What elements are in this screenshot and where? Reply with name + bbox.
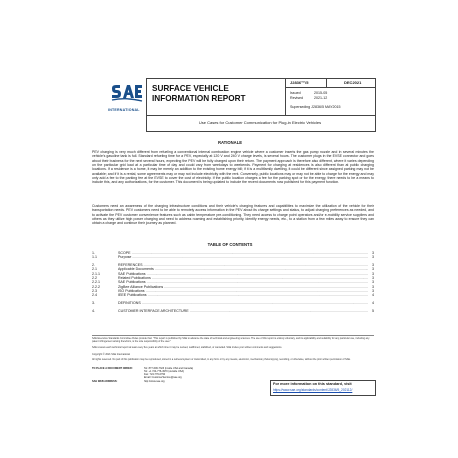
- table-of-contents: [92, 251, 374, 313]
- footer-copyright: Copyright © 2021 SAE International: [92, 353, 130, 356]
- toc-title: Purpose .....: [118, 255, 368, 259]
- toc-page: 3: [372, 284, 374, 289]
- toc-number: 2.3: [92, 288, 97, 293]
- superseding-note: Superseding J2836/5 MAY2015: [290, 105, 341, 109]
- tel-intl: Tel: +1 724-776-4970 (outside USA): [144, 370, 184, 374]
- revised-value: 2021-12: [314, 95, 328, 100]
- sae-logo-icon: [110, 84, 144, 108]
- toc-number: 3.: [92, 300, 95, 305]
- more-info-text: For more information on this standard, visit: [273, 382, 352, 386]
- toc-title: DEFINITIONS .....: [118, 301, 368, 305]
- toc-entry[interactable]: [92, 309, 374, 313]
- more-info-link[interactable]: https://www.sae.org/standards/content/J2836/5_202112/: [273, 388, 353, 392]
- toc-number: 1.: [92, 251, 95, 255]
- toc-number: 2.2.1: [92, 280, 100, 285]
- issued-label: Issued: [290, 91, 301, 95]
- toc-title: ISO Publications .....: [118, 289, 368, 293]
- toc-title: CUSTOMER INTERFACE ARCHITECTURE .....: [118, 309, 368, 313]
- toc-entry[interactable]: [92, 301, 374, 305]
- footer-review-note: SAE reviews each technical report at least every five years at which time it may be revised, reaffirmed, stabilized, or cancelled. SAE invites your written comments and suggestions.: [92, 346, 283, 349]
- toc-page: 3: [372, 267, 374, 272]
- toc-page: 4: [372, 293, 374, 298]
- toc-number: 2.: [92, 263, 95, 268]
- issued-value: 2015-05: [314, 91, 328, 95]
- document-type-title: SURFACE VEHICLE INFORMATION REPORT: [152, 84, 246, 103]
- toc-title: REFERENCES .....: [118, 263, 368, 267]
- toc-number: 2.4: [92, 293, 97, 298]
- document-number: J2836™/5: [290, 80, 309, 85]
- toc-title: Related Publications .....: [118, 276, 368, 280]
- revised-label: Revised: [290, 95, 303, 100]
- order-contact: [92, 367, 193, 383]
- tel-usa: Tel: 877-606-7323 (inside USA and Canada): [144, 367, 194, 370]
- web-url[interactable]: http://www.sae.org: [144, 379, 165, 383]
- info-divider: [326, 78, 327, 87]
- order-label: TO PLACE A DOCUMENT ORDER:: [92, 367, 133, 370]
- document-date: DEC2021: [344, 80, 362, 85]
- toc-page: 3: [372, 271, 374, 276]
- toc-entry[interactable]: [92, 293, 374, 297]
- rationale-paragraph-2: Customers need an awareness of the charging infrastructure conditions and their vehicle's charging features and capabilities to maximize the utilization of the vehicle for their transportation needs. PEV customers need to be able to remotely access information in the PEV about its charge settings and status, to adjust charging preferences as needed, and to activate the PEV customer convenience features such as cabin temperature pre-conditioning. They need access to charge point operators and/or e-mobility service suppliers and others as they utilize high power charging and need to address roaming and establishing priority, identify energy needs, etc., to a station from a few miles away to ensure they can obtain a charge and continue their journey as planned.: [92, 204, 374, 226]
- toc-number: 2.2.2: [92, 284, 100, 289]
- toc-title: IEEE Publications .....: [118, 293, 368, 297]
- toc-page: 4: [372, 300, 374, 305]
- toc-page: 3: [372, 288, 374, 293]
- toc-number: 2.1.1: [92, 271, 100, 276]
- footer-disclaimer: SAE Executive Standards Committee Rules provide that: "This report is published by SAE to advance the state of technical and engineering sciences. The use of this report is entirely voluntary, and its applicability and suitability for any particular use, including any patent infringement arising therefrom, is the sole responsibility of the user.": [92, 337, 370, 343]
- toc-title: ZigBee Alliance Publications .....: [118, 285, 368, 289]
- fax: Fax: 724-776-0790: [144, 373, 166, 377]
- document-page: [82, 70, 378, 415]
- toc-title: SCOPE .....: [118, 251, 368, 255]
- toc-page: 3: [372, 280, 374, 285]
- footer-rights: All rights reserved. No part of this publication may be reproduced, stored in a retrieval system or transmitted, in any form or by any means, electronic, mechanical, photocopying, recording, or otherwise, without the prior written permission of SAE.: [92, 358, 351, 361]
- toc-page: 5: [372, 308, 374, 313]
- rationale-heading: RATIONALE: [217, 140, 243, 145]
- toc-entry[interactable]: [92, 255, 374, 259]
- footer-divider: [92, 335, 374, 336]
- toc-page: 3: [372, 263, 374, 268]
- toc-page: 3: [372, 255, 374, 260]
- toc-number: 4.: [92, 308, 95, 313]
- toc-title: SAE Publications .....: [118, 272, 368, 276]
- toc-title: SAE Publications .....: [118, 280, 368, 284]
- logo-subtext: INTERNATIONAL: [108, 108, 140, 112]
- document-subtitle: Use Cases for Customer Communication for Plug-in Electric Vehicles: [198, 120, 322, 125]
- toc-title: Applicable Documents .....: [118, 267, 368, 271]
- email[interactable]: Email: CustomerService@sae.org: [144, 376, 182, 380]
- toc-page: 3: [372, 251, 374, 255]
- toc-number: 1.1: [92, 255, 97, 260]
- web-label: SAE WEB ADDRESS:: [92, 379, 118, 383]
- info-hline: [286, 87, 376, 88]
- toc-number: 2.2: [92, 275, 97, 280]
- rationale-paragraph-1: PEV charging is very much different from refueling a conventional internal combustion engine vehicle where a customer inserts the gas pump nozzle and in several minutes the vehicle's gasoline tank is full. Standard refueling time for a PEV, especially at 120 V and 240 V charge levels, is several hours. The customer plugs in the EVSE connector and goes about their business for the next several hours, expecting the PEV will be fully charged upon their return. The payment approach is therefore also different, where it varies depending on the particular grid load at a particular time of day and could vary from weekdays to weekends. Payment for charging at residences is also different than at public charging locations. If a residence is a home, it may be merely an addition to the existing home energy bill; if it is a multifamily dwelling, it could be different since assigned parking may not be available; and if it is a rental, some agreements may or may not include electricity with the rent. Conversely, public locations may or may not be able to charge for the energy and may only add a fee to the parking fee at the EVSE to cover the cost of electricity. If the public location charges a fee for the parking spot or for the energy, there needs to be a means to include this, and any authorizations, for the customer. This document is being updated to include the recent documents now published for this payment function.: [92, 150, 374, 185]
- toc-page: 3: [372, 275, 374, 280]
- toc-number: 2.1: [92, 267, 97, 272]
- toc-heading: TABLE OF CONTENTS: [207, 242, 253, 247]
